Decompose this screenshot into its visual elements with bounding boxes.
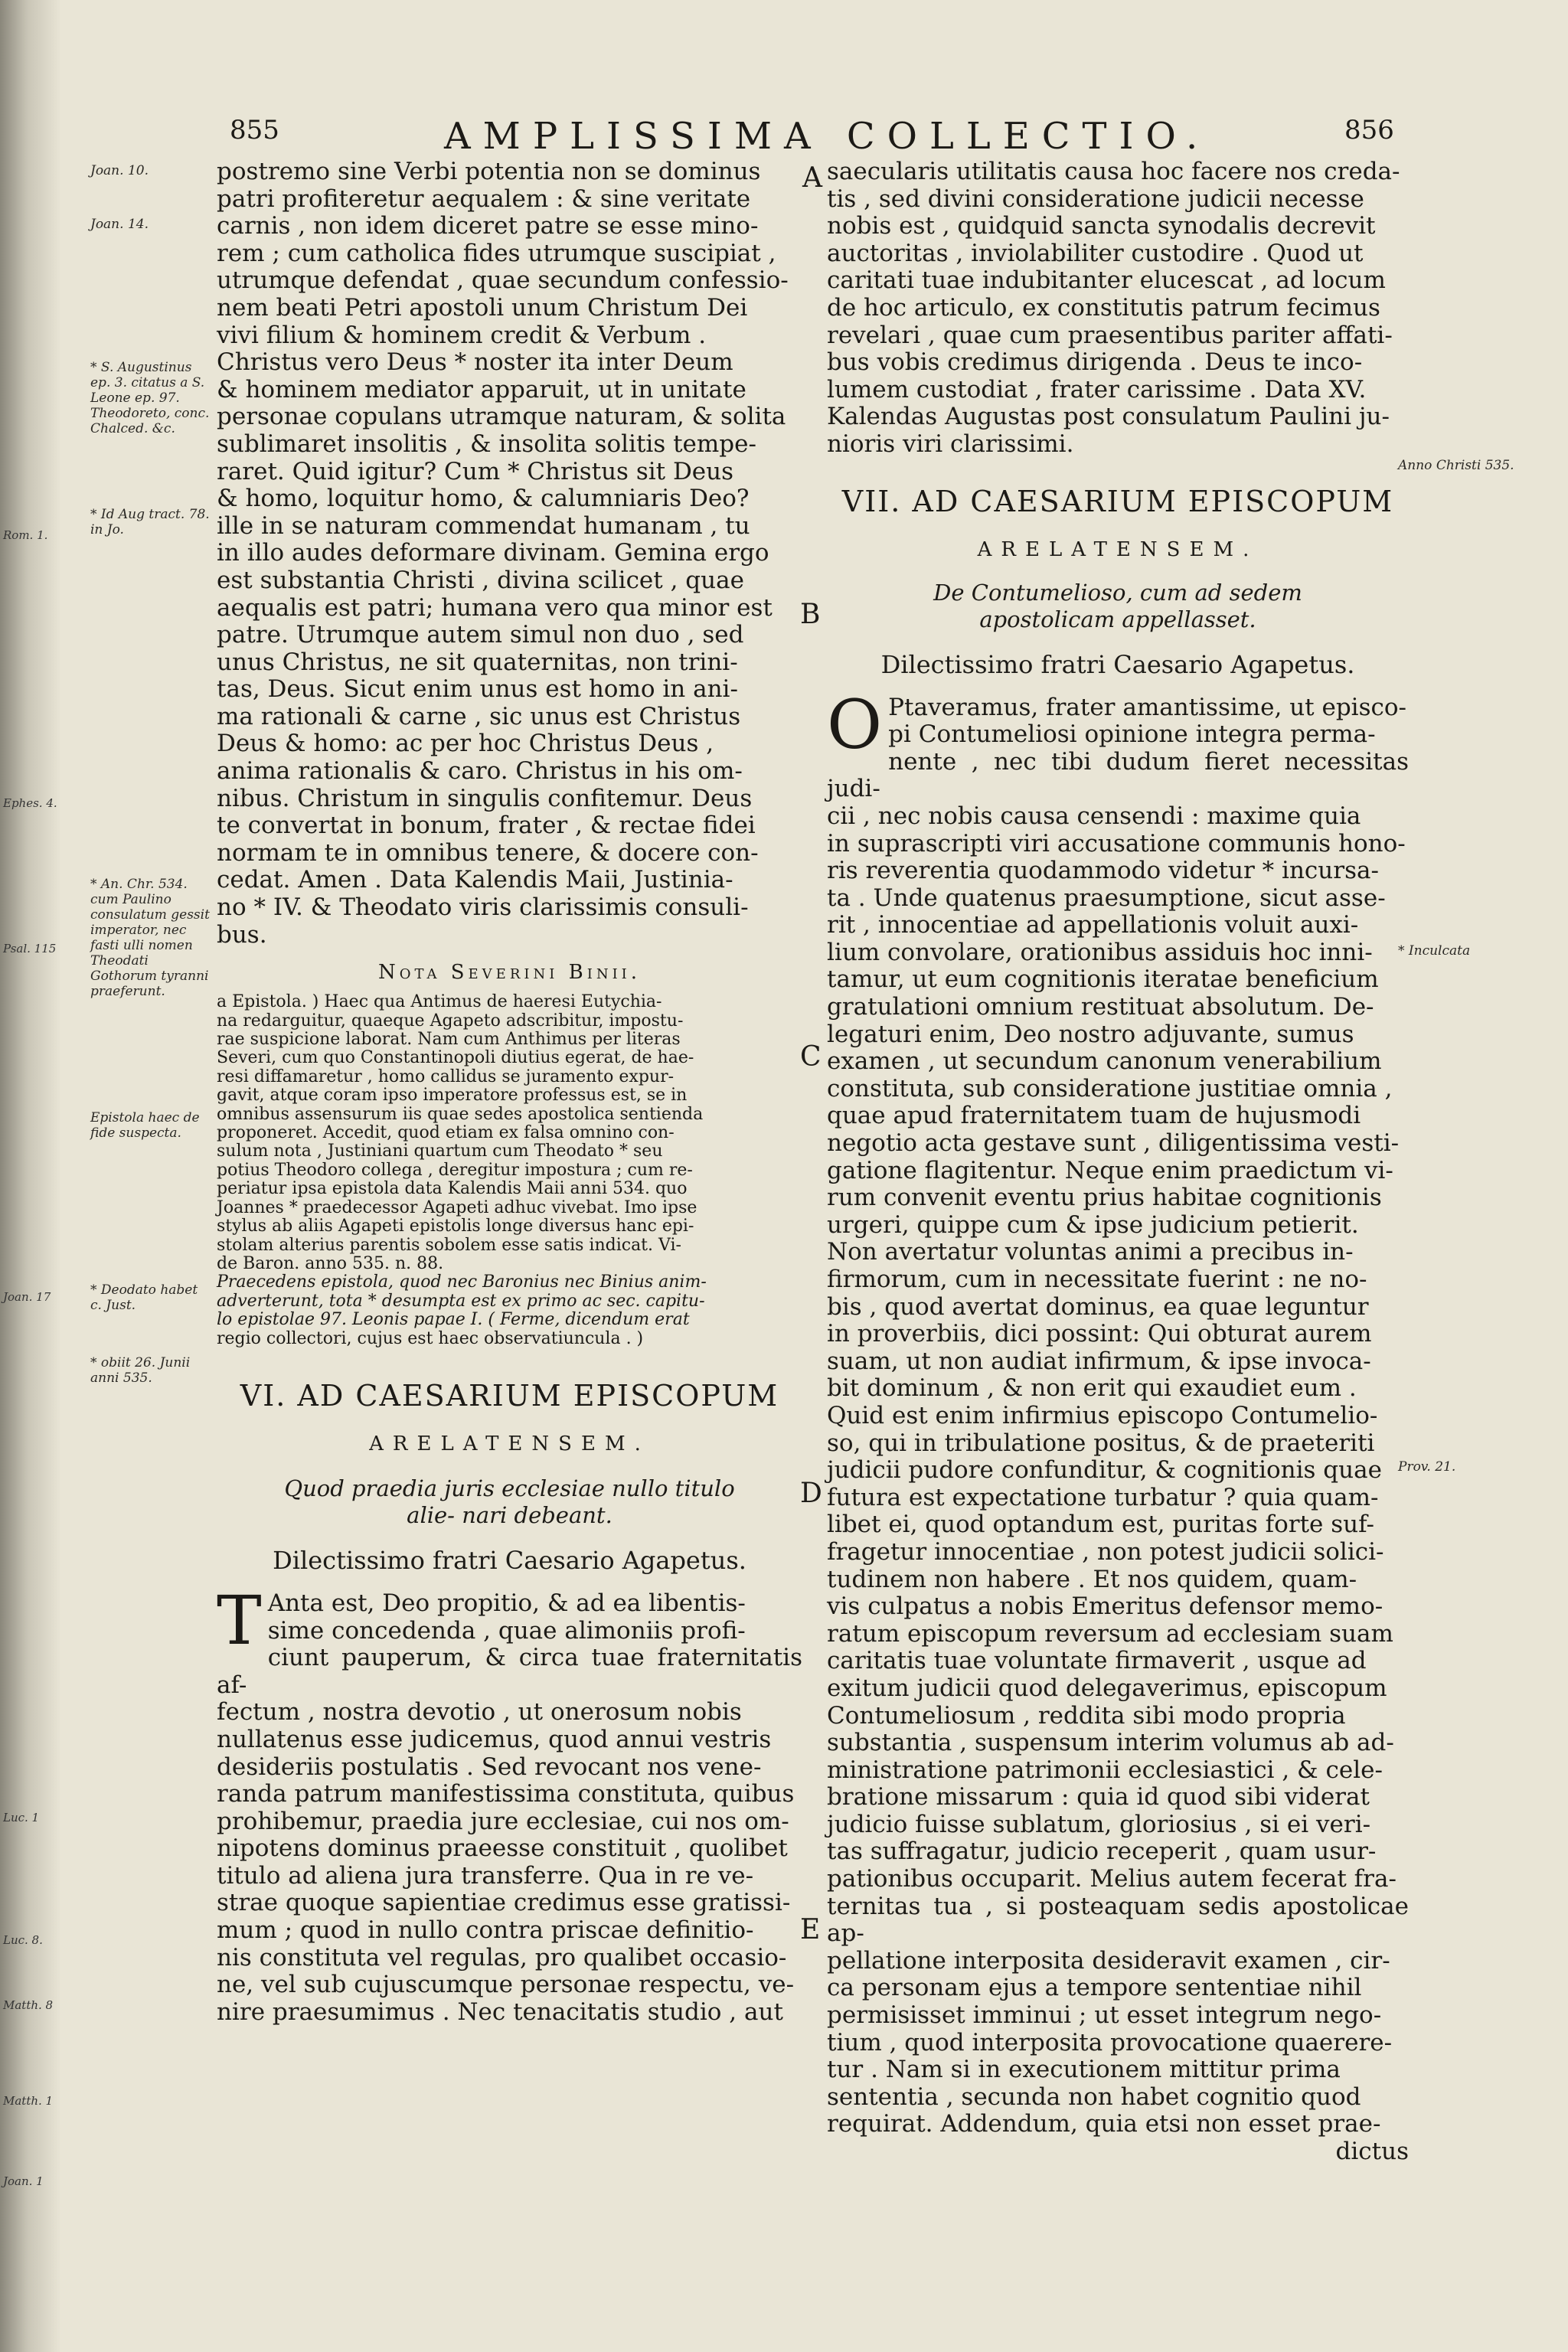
- letter-v-text: [217, 158, 802, 949]
- text-line: auctoritas , inviolabiliter custodire . Quod ut: [827, 239, 1364, 267]
- margin-note: * Deodato habet c. Just.: [90, 1282, 198, 1313]
- gutter-note: Ephes. 4.: [3, 796, 57, 810]
- text-line: legaturi enim, Deo nostro adjuvante, sumus: [827, 1020, 1354, 1048]
- text-line: fectum , nostra devotio , ut onerosum nobis: [217, 1698, 742, 1726]
- text-line: nente , nec tibi dudum fieret necessitas judi-: [827, 747, 1409, 803]
- gutter-note: Joan. 17: [3, 1290, 51, 1304]
- right-column: [827, 158, 1409, 2166]
- text-line: anima rationalis & caro. Christus in his om-: [217, 757, 743, 786]
- text-line: judicio fuisse sublatum, gloriosius , si ei veri-: [827, 1810, 1371, 1838]
- text-line: sublimaret insolitis , & insolita solitis tempe-: [217, 430, 756, 458]
- text-line: ministratione patrimonii ecclesiastici , & cele-: [827, 1756, 1383, 1784]
- text-line: raret. Quid igitur? Cum * Christus sit Deus: [217, 457, 734, 485]
- text-line: quae apud fraternitatem tuam de hujusmodi: [827, 1102, 1361, 1130]
- text-line: sententia , secunda non habet cognitio quod: [827, 2082, 1361, 2111]
- text-line: ta . Unde quatenus praesumptione, sicut asse-: [827, 884, 1386, 912]
- text-line: nipotens dominus praeesse constituit , quolibet: [217, 1834, 788, 1863]
- section-subheading: ARELATENSEM.: [977, 537, 1259, 561]
- left-column: [217, 158, 802, 2026]
- text-line: ne, vel sub cujuscumque personae respectu, ve-: [217, 1971, 795, 1999]
- text-line: carnis , non idem diceret patre se esse mino-: [217, 212, 759, 240]
- text-line: rit , innocentiae ad appellationis voluit auxi-: [827, 911, 1359, 939]
- text-line: Deus & homo: ac per hoc Christus Deus ,: [217, 730, 714, 758]
- section-subheading: ARELATENSEM.: [369, 1432, 650, 1455]
- text-line: te convertat in bonum, frater , & rectae fidei: [217, 812, 756, 840]
- text-line: tium , quod interposita provocatione quaerere-: [827, 2028, 1393, 2056]
- text-line: vis culpatus a nobis Emeritus defensor memo-: [827, 1592, 1383, 1621]
- text-line: exitum judicii quod delegaverimus, episcopum: [827, 1674, 1387, 1702]
- text-line: ris reverentia quodammodo videtur * incursa-: [827, 857, 1379, 885]
- section-letter: A: [802, 162, 822, 194]
- text-line: unus Christus, ne sit quaternitas, non trini-: [217, 648, 738, 676]
- text-line: nibus. Christum in singulis confitemur. Deus: [217, 784, 753, 812]
- text-line: tudinem non habere . Et nos quidem, quam-: [827, 1565, 1357, 1593]
- note-line: omnibus assensurum iis quae sedes apostolica sentienda: [217, 1104, 704, 1124]
- text-line: Contumeliosum , reddita sibi modo propria: [827, 1701, 1346, 1730]
- text-line: fragetur innocentiae , non potest judicii solici-: [827, 1537, 1384, 1566]
- text-line: examen , ut secundum canonum venerabilium: [827, 1047, 1382, 1076]
- gutter-note: Psal. 115: [3, 942, 57, 956]
- section-heading: VI. AD CAESARIUM EPISCOPUM: [240, 1378, 779, 1413]
- margin-note: Anno Christi 535.: [1398, 458, 1514, 473]
- text-line: nullatenus esse judicemus, quod annui vestris: [217, 1725, 772, 1753]
- text-line: pellatione interposita desideravit examen , cir-: [827, 1946, 1390, 1975]
- text-line: in proverbiis, dici possint: Qui obturat aurem: [827, 1320, 1372, 1348]
- note-line: Joannes * praedecessor Agapeti adhuc vivebat. Imo ipse: [217, 1197, 697, 1217]
- page-number-left: 855: [230, 115, 279, 145]
- text-line: in illo audes deformare divinam. Gemina ergo: [217, 539, 769, 567]
- note-line: proponeret. Accedit, quod etiam ex falsa omnino con-: [217, 1123, 675, 1143]
- note-line: rae suspicione laborat. Nam cum Anthimus per literas: [217, 1030, 681, 1050]
- catchword: dictus: [1335, 2138, 1409, 2165]
- gutter-note: Rom. 1.: [3, 528, 48, 542]
- text-line: saecularis utilitatis causa hoc facere nos creda-: [827, 158, 1400, 185]
- section-letter: E: [800, 1914, 821, 1945]
- text-line: tis , sed divini consideratione judicii necesse: [827, 185, 1364, 213]
- note-line: sulum nota , Justiniani quartum cum Theodato * seu: [217, 1142, 663, 1161]
- text-line: nis constituta vel regulas, pro qualibet occasio-: [217, 1943, 787, 1971]
- text-line: tamur, ut eum cognitionis iteratae beneficium: [827, 965, 1379, 994]
- text-line: utrumque defendat , quae secundum confessio-: [217, 266, 789, 295]
- gutter-note: Joan. 1: [3, 2174, 44, 2188]
- section-letter: C: [800, 1041, 822, 1073]
- section-letter: D: [800, 1478, 822, 1509]
- text-line: pationibus occuparit. Melius autem fecerat fra-: [827, 1865, 1396, 1893]
- text-line: firmorum, cum in necessitate fuerint : ne no-: [827, 1266, 1367, 1293]
- text-line: tur . Nam si in executionem mittitur prima: [827, 2056, 1341, 2084]
- salutation: Dilectissimo fratri Caesario Agapetus.: [880, 649, 1355, 679]
- letter-vi-text: [217, 1580, 802, 2027]
- text-line: constituta, sub consideratione justitiae omnia ,: [827, 1074, 1393, 1102]
- text-line: patre. Utrumque autem simul non duo , sed: [217, 621, 744, 649]
- text-line: Ptaveramus, frater amantissime, ut episco-: [888, 693, 1407, 721]
- text-line: rum convenit eventu prius habitae cognitionis: [827, 1184, 1382, 1212]
- margin-note: Epistola haec de fide suspecta.: [90, 1110, 200, 1141]
- margin-note: * S. Augustinus ep. 3. citatus a S. Leone ep. 97. Theodoreto, conc. Chalced. &c.: [90, 360, 210, 436]
- note-line: stolam alterius parentis sobolem esse satis indicat. Vi-: [217, 1235, 681, 1255]
- text-line: est substantia Christi , divina scilicet , quae: [217, 566, 744, 594]
- note-line: lo epistolae 97. Leonis papae I. ( Ferme, dicendum erat: [217, 1310, 690, 1330]
- text-line: sime concedenda , quae alimoniis profi-: [267, 1616, 746, 1645]
- text-line: desideriis postulatis . Sed revocant nos vene-: [217, 1753, 762, 1781]
- text-line: urgeri, quippe cum & ipse judicium petierit.: [827, 1210, 1359, 1239]
- text-line: strae quoque sapientiae credimus esse gratissi-: [217, 1889, 791, 1917]
- note-line: stylus ab aliis Agapeti epistolis longe diversus hanc epi-: [217, 1217, 694, 1236]
- note-line: potius Theodoro collega , deregitur impostura ; cum re-: [217, 1160, 693, 1180]
- text-line: so, qui in tribulatione positus, & de praeteriti: [827, 1429, 1375, 1457]
- text-line: substantia , suspensum interim volumus ab ad-: [827, 1729, 1394, 1757]
- margin-note: Prov. 21.: [1398, 1459, 1456, 1475]
- note-line: na redarguitur, quaeque Agapeto adscribitur, impostu-: [217, 1011, 684, 1031]
- text-line: ma rationali & carne , sic unus est Christus: [217, 702, 741, 730]
- text-line: ciunt pauperum, & circa tuae fraternitatis af-: [217, 1644, 802, 1699]
- letter-vii-text: [827, 684, 1409, 2166]
- text-line: normam te in omnibus tenere, & docere con-: [217, 838, 759, 867]
- text-line: cedat. Amen . Data Kalendis Maii, Justinia-: [217, 866, 733, 894]
- margin-note: * Inculcata: [1398, 943, 1471, 959]
- text-line: caritati tuae indubitanter elucescat , ad locum: [827, 266, 1386, 295]
- text-line: bis , quod avertat dominus, ea quae leguntur: [827, 1292, 1369, 1321]
- text-line: & homo, loquitur homo, & calumniaris Deo?: [217, 485, 750, 513]
- text-line: bus.: [217, 920, 267, 949]
- note-line: a Epistola. ) Haec qua Antimus de haeresi Eutychia-: [217, 992, 662, 1012]
- text-line: postremo sine Verbi potentia non se dominus: [217, 158, 761, 185]
- gutter-note: Matth. 8: [3, 1998, 54, 2012]
- text-line: in suprascripti viri accusatione communis hono-: [827, 829, 1406, 858]
- text-line: no * IV. & Theodato viris clarissimis consuli-: [217, 893, 749, 922]
- text-line: pi Contumeliosi opinione integra perma-: [888, 720, 1376, 749]
- letter-vi-continuation: [827, 158, 1409, 459]
- note-line: Praecedens epistola, quod nec Baronius nec Binius anim-: [217, 1272, 707, 1292]
- text-line: nioris viri clarissimi.: [827, 430, 1074, 458]
- text-line: tas, Deus. Sicut enim unus est homo in ani-: [217, 675, 738, 704]
- margin-note: * obiit 26. Junii anni 535.: [90, 1355, 191, 1386]
- text-line: revelari , quae cum praesentibus pariter affati-: [827, 321, 1393, 349]
- note-heading: Nota Severini Binii.: [377, 961, 642, 985]
- text-line: nem beati Petri apostoli unum Christum Dei: [217, 293, 748, 322]
- text-line: personae copulans utramque naturam, & solita: [217, 403, 786, 431]
- text-line: bratione missarum : quia id quod sibi viderat: [827, 1783, 1370, 1811]
- text-line: randa patrum manifestissima constituta, quibus: [217, 1780, 795, 1808]
- text-line: requirat. Addendum, quia etsi non esset prae-: [827, 2110, 1381, 2138]
- text-line: nobis est , quidquid sancta synodalis decrevit: [827, 212, 1376, 240]
- text-line: de hoc articulo, ex constitutis patrum fecimus: [827, 293, 1380, 322]
- text-line: permisisset imminui ; ut esset integrum nego-: [827, 2001, 1382, 2030]
- text-line: cii , nec nobis causa censendi : maxime quia: [827, 802, 1361, 830]
- margin-note: Joan. 10.: [90, 163, 149, 178]
- text-line: gatione flagitentur. Neque enim praedictum vi-: [827, 1156, 1393, 1184]
- text-line: vivi filium & hominem credit & Verbum .: [217, 321, 707, 349]
- drop-cap: T: [217, 1580, 262, 1660]
- text-line: ille in se naturam commendat humanam , tu: [217, 511, 750, 540]
- salutation: Dilectissimo fratri Caesario Agapetus.: [273, 1545, 746, 1575]
- section-heading: VII. AD CAESARIUM EPISCOPUM: [841, 484, 1394, 518]
- margin-note: * Id Aug tract. 78. in Jo.: [90, 507, 210, 537]
- gutter-note: Matth. 1: [3, 2094, 54, 2108]
- text-line: libet ei, quod optandum est, puritas forte suf-: [827, 1511, 1374, 1539]
- text-line: lumem custodiat , frater carissime . Data XV.: [827, 375, 1367, 403]
- gutter-note: Luc. 8.: [3, 1933, 43, 1947]
- text-line: Anta est, Deo propitio, & ad ea libentis-: [267, 1589, 746, 1617]
- text-line: patri profiteretur aequalem : & sine veritate: [217, 185, 751, 213]
- text-line: titulo ad aliena jura transferre. Qua in re ve-: [217, 1861, 754, 1890]
- text-line: rem ; cum catholica fides utrumque suscipiat ,: [217, 239, 776, 267]
- text-line: Quid est enim infirmius episcopo Contumelio-: [827, 1401, 1378, 1429]
- text-line: suam, ut non audiat infirmum, & ipse invoca-: [827, 1347, 1371, 1375]
- section-letter: B: [800, 599, 821, 630]
- text-line: tas suffragatur, judicio receperit , quam usur-: [827, 1838, 1377, 1866]
- text-line: futura est expectatione turbatur ? quia quam-: [827, 1483, 1379, 1511]
- letter-title: De Contumelioso, cum ad sedem apostolicam appellasset.: [933, 579, 1302, 632]
- margin-note: Joan. 14.: [90, 217, 149, 232]
- text-line: prohibemur, praedia jure ecclesiae, cui nos om-: [217, 1807, 789, 1835]
- text-line: ratum episcopum reversum ad ecclesiam suam: [827, 1619, 1393, 1648]
- note-line: regio collectori, cujus est haec observatiuncula . ): [217, 1328, 644, 1348]
- text-line: bit dominum , & non erit qui exaudiet eum .: [827, 1374, 1357, 1403]
- note-line: gavit, atque coram ipso imperatore professus est, se in: [217, 1086, 688, 1106]
- running-title: AMPLISSIMA COLLECTIO.: [444, 115, 1210, 158]
- text-line: aequalis est patri; humana vero qua minor est: [217, 593, 773, 622]
- text-line: judicii pudore confunditur, & cognitionis quae: [827, 1456, 1382, 1485]
- text-line: mum ; quod in nullo contra priscae definitio-: [217, 1916, 754, 1945]
- gutter-note: Luc. 1: [3, 1811, 40, 1824]
- text-line: nire praesumimus . Nec tenacitatis studio , aut: [217, 1998, 783, 2026]
- text-line: caritatis tuae voluntate firmaverit , usque ad: [827, 1647, 1367, 1675]
- note-line: adverterunt, tota * desumpta est ex primo ac sec. capitu-: [217, 1291, 705, 1311]
- text-line: Kalendas Augustas post consulatum Paulini ju-: [827, 403, 1390, 431]
- text-line: Christus vero Deus * noster ita inter Deum: [217, 348, 733, 377]
- text-line: & hominem mediator apparuit, ut in unitate: [217, 375, 746, 403]
- note-line: resi diffamaretur , homo callidus se juramento expur-: [217, 1067, 675, 1086]
- text-line: gratulationi omnium restituat absolutum. De-: [827, 993, 1374, 1021]
- editorial-note: [217, 993, 802, 1348]
- text-line: Non avertatur voluntas animi a precibus in-: [827, 1238, 1354, 1266]
- text-line: lium convolare, orationibus assiduis hoc inni-: [827, 938, 1373, 966]
- text-line: bus vobis credimus dirigenda . Deus te inco-: [827, 348, 1363, 377]
- page-number-right: 856: [1344, 115, 1394, 145]
- text-line: ternitas tua , si posteaquam sedis apostolicae ap-: [827, 1892, 1409, 1948]
- margin-note: * An. Chr. 534. cum Paulino consulatum gessit imperator, nec fasti ulli nomen Theodati Gothorum tyranni praeferunt.: [90, 877, 210, 999]
- note-line: Severi, cum quo Constantinopoli diutius egerat, de hae-: [217, 1048, 694, 1068]
- note-line: de Baron. anno 535. n. 88.: [217, 1253, 444, 1273]
- note-line: periatur ipsa epistola data Kalendis Maii anni 534. quo: [217, 1179, 688, 1199]
- text-line: ca personam ejus a tempore sententiae nihil: [827, 1974, 1362, 2002]
- text-line: negotio acta gestave sunt , diligentissima vesti-: [827, 1129, 1400, 1158]
- drop-cap: O: [827, 684, 883, 764]
- letter-title: Quod praedia juris ecclesiae nullo titulo alie- nari debeant.: [284, 1475, 735, 1528]
